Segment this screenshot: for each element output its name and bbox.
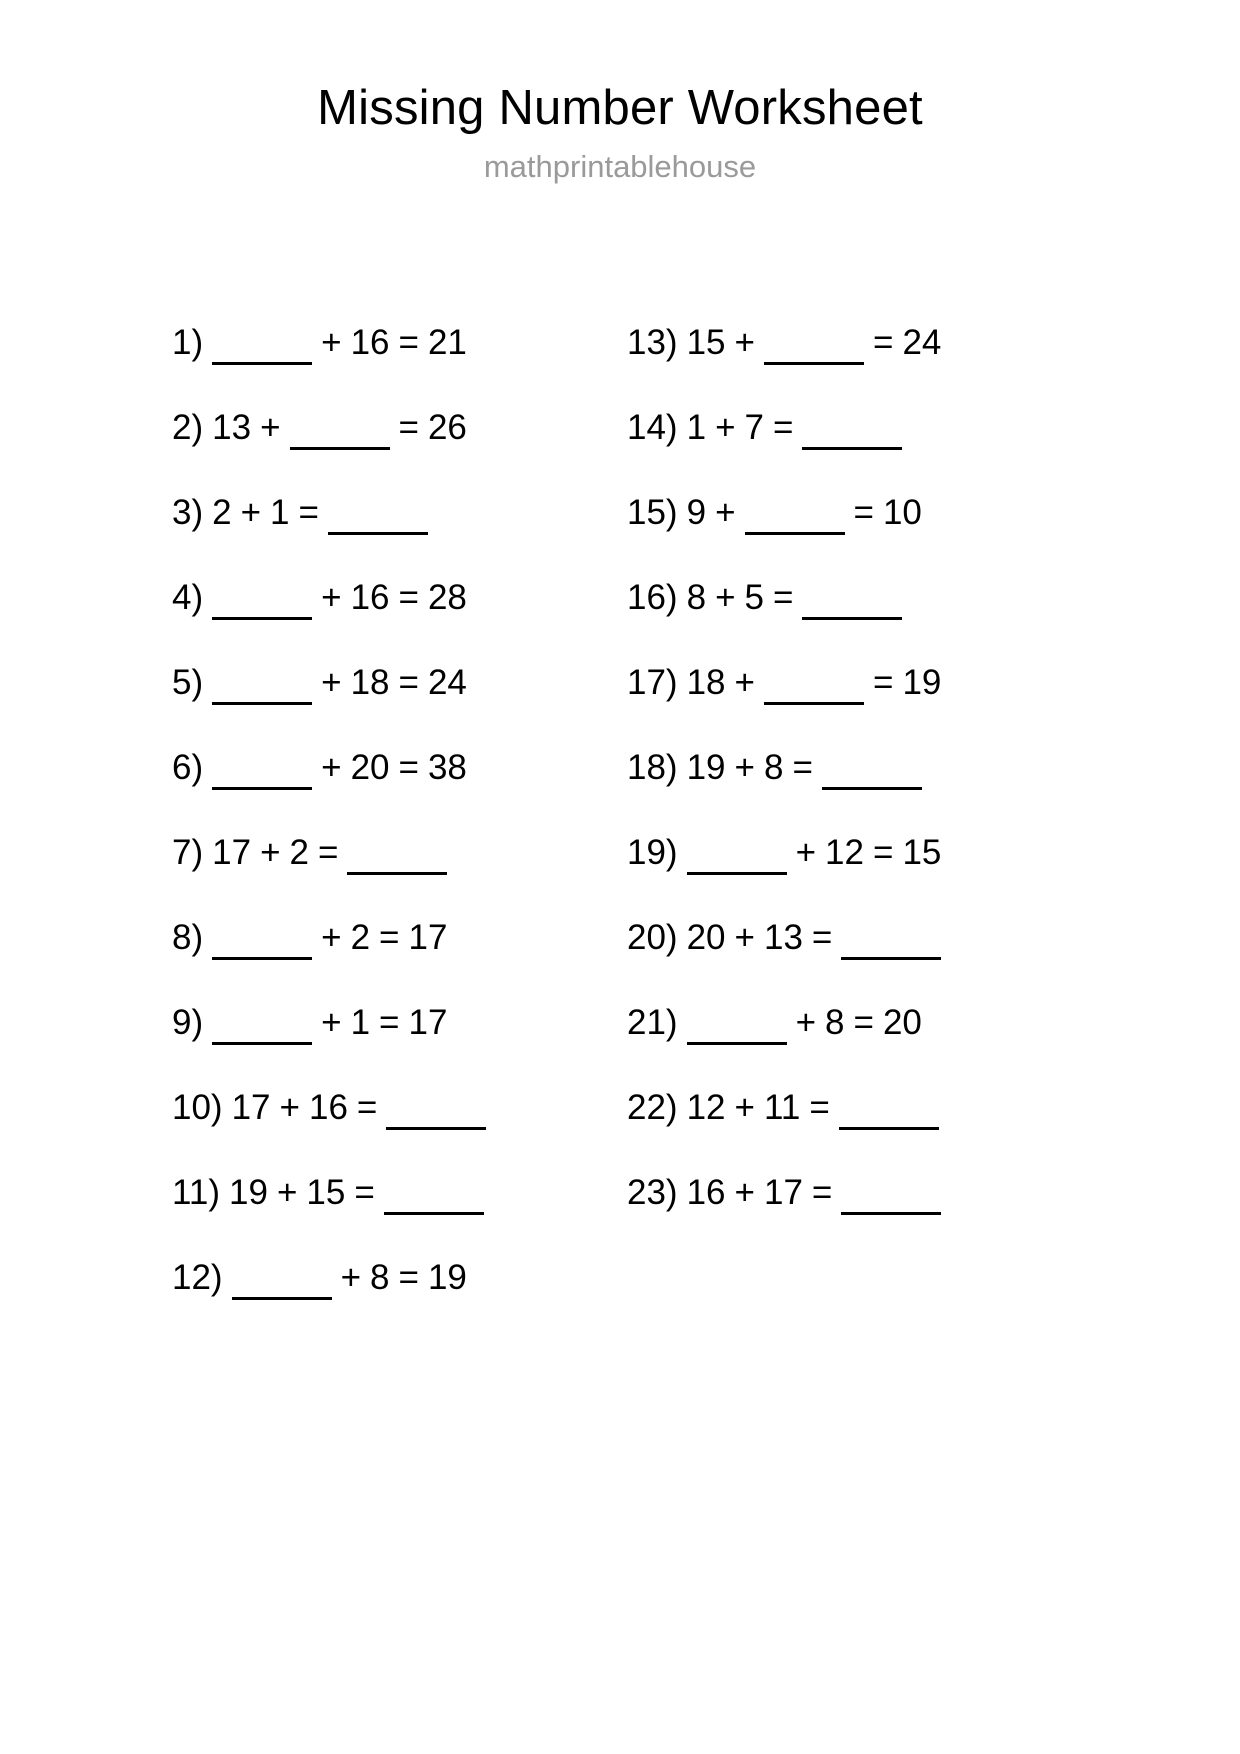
problem-row <box>627 470 1067 555</box>
equals-operator: = <box>872 323 894 362</box>
equals-operator: = <box>872 833 894 872</box>
equals-operator: = <box>398 748 419 787</box>
equals-operator: = <box>792 748 813 787</box>
plus-operator: + <box>321 663 342 702</box>
equals-operator: = <box>811 918 833 957</box>
problem-number: 12) <box>172 1258 223 1297</box>
operand-result: 24 <box>427 663 467 702</box>
answer-blank-second[interactable] <box>764 676 864 705</box>
problem-row <box>172 1235 627 1320</box>
operand-second: 11 <box>763 1088 801 1127</box>
problem-row <box>172 1065 627 1150</box>
equals-operator: = <box>379 1003 400 1042</box>
operand-result: 17 <box>408 918 448 957</box>
problem-row <box>172 725 627 810</box>
answer-blank-result[interactable] <box>839 1101 939 1130</box>
equals-operator: = <box>811 1173 833 1212</box>
operand-first: 2 <box>212 493 232 532</box>
problem-number: 13) <box>627 323 678 362</box>
problem-number: 21) <box>627 1003 678 1042</box>
equals-operator: = <box>853 1003 874 1042</box>
operand-result: 24 <box>902 323 942 362</box>
plus-operator: + <box>321 578 342 617</box>
worksheet-header <box>0 0 1240 184</box>
equals-operator: = <box>298 493 319 532</box>
operand-second: 2 <box>289 833 309 872</box>
problems-container <box>0 300 1240 1320</box>
operand-second: 17 <box>763 1173 803 1212</box>
problem-number: 23) <box>627 1173 678 1212</box>
operand-second: 2 <box>350 918 371 957</box>
problem-row <box>627 895 1067 980</box>
problem-row <box>172 640 627 725</box>
answer-blank-first[interactable] <box>212 931 312 960</box>
equals-operator: = <box>772 578 794 617</box>
operand-second: 18 <box>350 663 390 702</box>
page-title: Missing Number Worksheet <box>317 81 923 135</box>
plus-operator: + <box>734 1173 755 1212</box>
plus-operator: + <box>321 1003 342 1042</box>
problem-number: 10) <box>172 1088 223 1127</box>
operand-first: 20 <box>686 918 726 957</box>
operand-second: 7 <box>744 408 764 447</box>
problem-number: 7) <box>172 833 204 872</box>
plus-operator: + <box>321 918 342 957</box>
answer-blank-second[interactable] <box>290 421 390 450</box>
answer-blank-first[interactable] <box>687 846 787 875</box>
problem-number: 2) <box>172 408 204 447</box>
equals-operator: = <box>398 323 419 362</box>
problem-row <box>627 980 1067 1065</box>
operand-result: 10 <box>882 493 922 532</box>
operand-first: 1 <box>686 408 707 447</box>
operand-first: 8 <box>686 578 707 617</box>
operand-first: 13 <box>212 408 252 447</box>
plus-operator: + <box>734 323 755 362</box>
problem-row <box>627 725 1067 810</box>
problem-number: 18) <box>627 748 678 787</box>
problem-row <box>172 980 627 1065</box>
operand-second: 16 <box>308 1088 348 1127</box>
answer-blank-first[interactable] <box>687 1016 787 1045</box>
answer-blank-result[interactable] <box>384 1186 484 1215</box>
operand-second: 1 <box>350 1003 371 1042</box>
operand-first: 18 <box>686 663 726 702</box>
plus-operator: + <box>734 918 755 957</box>
problem-row <box>172 1150 627 1235</box>
plus-operator: + <box>715 408 736 447</box>
operand-second: 5 <box>744 578 764 617</box>
problem-number: 9) <box>172 1003 204 1042</box>
operand-result: 38 <box>427 748 467 787</box>
operand-second: 15 <box>306 1173 346 1212</box>
problems-column-right <box>627 300 1067 1235</box>
operand-result: 17 <box>408 1003 448 1042</box>
operand-first: 17 <box>231 1088 271 1127</box>
answer-blank-first[interactable] <box>212 591 312 620</box>
problem-number: 3) <box>172 493 204 532</box>
operand-result: 19 <box>902 663 942 702</box>
plus-operator: + <box>260 408 281 447</box>
problem-number: 1) <box>172 323 204 362</box>
answer-blank-result[interactable] <box>802 591 902 620</box>
answer-blank-first[interactable] <box>212 761 312 790</box>
operand-first: 12 <box>686 1088 726 1127</box>
operand-second: 8 <box>825 1003 845 1042</box>
operand-second: 8 <box>370 1258 390 1297</box>
problem-number: 5) <box>172 663 204 702</box>
problem-row <box>172 300 627 385</box>
plus-operator: + <box>276 1173 298 1212</box>
answer-blank-result[interactable] <box>841 931 941 960</box>
problem-row <box>627 1065 1067 1150</box>
plus-operator: + <box>795 1003 817 1042</box>
equals-operator: = <box>398 578 419 617</box>
equals-operator: = <box>398 663 419 702</box>
problem-row <box>172 895 627 980</box>
answer-blank-first[interactable] <box>212 336 312 365</box>
problem-number: 22) <box>627 1088 678 1127</box>
plus-operator: + <box>795 833 817 872</box>
problem-number: 6) <box>172 748 204 787</box>
answer-blank-result[interactable] <box>347 846 447 875</box>
operand-first: 17 <box>212 833 252 872</box>
problem-number: 14) <box>627 408 678 447</box>
operand-second: 1 <box>270 493 290 532</box>
answer-blank-result[interactable] <box>386 1101 486 1130</box>
worksheet-subtitle: mathprintablehouse <box>483 148 757 184</box>
plus-operator: + <box>321 323 342 362</box>
plus-operator: + <box>240 493 262 532</box>
operand-second: 12 <box>825 833 864 872</box>
equals-operator: = <box>379 918 400 957</box>
operand-second: 20 <box>350 748 390 787</box>
plus-operator: + <box>734 748 755 787</box>
equals-operator: = <box>872 663 894 702</box>
problem-number: 16) <box>627 578 678 617</box>
operand-result: 20 <box>882 1003 922 1042</box>
operand-second: 8 <box>763 748 784 787</box>
operand-result: 26 <box>427 408 467 447</box>
equals-operator: = <box>356 1088 378 1127</box>
operand-result: 28 <box>427 578 467 617</box>
problem-number: 4) <box>172 578 204 617</box>
answer-blank-result[interactable] <box>841 1186 941 1215</box>
problem-number: 11) <box>172 1173 220 1212</box>
problem-row <box>627 640 1067 725</box>
operand-first: 19 <box>686 748 726 787</box>
operand-second: 16 <box>350 323 390 362</box>
operand-result: 19 <box>427 1258 467 1297</box>
equals-operator: = <box>354 1173 375 1212</box>
plus-operator: + <box>734 1088 755 1127</box>
answer-blank-result[interactable] <box>328 506 428 535</box>
operand-first: 15 <box>686 323 726 362</box>
equals-operator: = <box>772 408 794 447</box>
plus-operator: + <box>734 663 755 702</box>
problem-number: 17) <box>627 663 678 702</box>
answer-blank-first[interactable] <box>212 1016 312 1045</box>
plus-operator: + <box>715 578 736 617</box>
operand-second: 16 <box>350 578 390 617</box>
plus-operator: + <box>340 1258 362 1297</box>
operand-first: 16 <box>686 1173 726 1212</box>
problem-number: 19) <box>627 833 678 872</box>
problem-row <box>627 385 1067 470</box>
problem-row <box>172 810 627 895</box>
answer-blank-first[interactable] <box>212 676 312 705</box>
problem-row <box>627 810 1067 895</box>
answer-blank-second[interactable] <box>764 336 864 365</box>
equals-operator: = <box>398 1258 419 1297</box>
equals-operator: = <box>809 1088 830 1127</box>
operand-second: 13 <box>763 918 803 957</box>
operand-first: 19 <box>229 1173 268 1212</box>
answer-blank-second[interactable] <box>745 506 845 535</box>
plus-operator: + <box>279 1088 300 1127</box>
problem-row <box>627 300 1067 385</box>
plus-operator: + <box>260 833 281 872</box>
operand-first: 9 <box>686 493 707 532</box>
answer-blank-first[interactable] <box>232 1271 332 1300</box>
equals-operator: = <box>317 833 339 872</box>
answer-blank-result[interactable] <box>822 761 922 790</box>
problem-row <box>172 555 627 640</box>
problem-row <box>172 470 627 555</box>
answer-blank-result[interactable] <box>802 421 902 450</box>
plus-operator: + <box>321 748 342 787</box>
problem-number: 8) <box>172 918 204 957</box>
plus-operator: + <box>715 493 736 532</box>
problem-row <box>627 1150 1067 1235</box>
operand-result: 21 <box>427 323 467 362</box>
equals-operator: = <box>398 408 419 447</box>
problems-column-left <box>172 300 627 1320</box>
problem-row <box>627 555 1067 640</box>
operand-result: 15 <box>902 833 942 872</box>
problem-row <box>172 385 627 470</box>
problem-number: 20) <box>627 918 678 957</box>
problem-number: 15) <box>627 493 678 532</box>
equals-operator: = <box>853 493 874 532</box>
